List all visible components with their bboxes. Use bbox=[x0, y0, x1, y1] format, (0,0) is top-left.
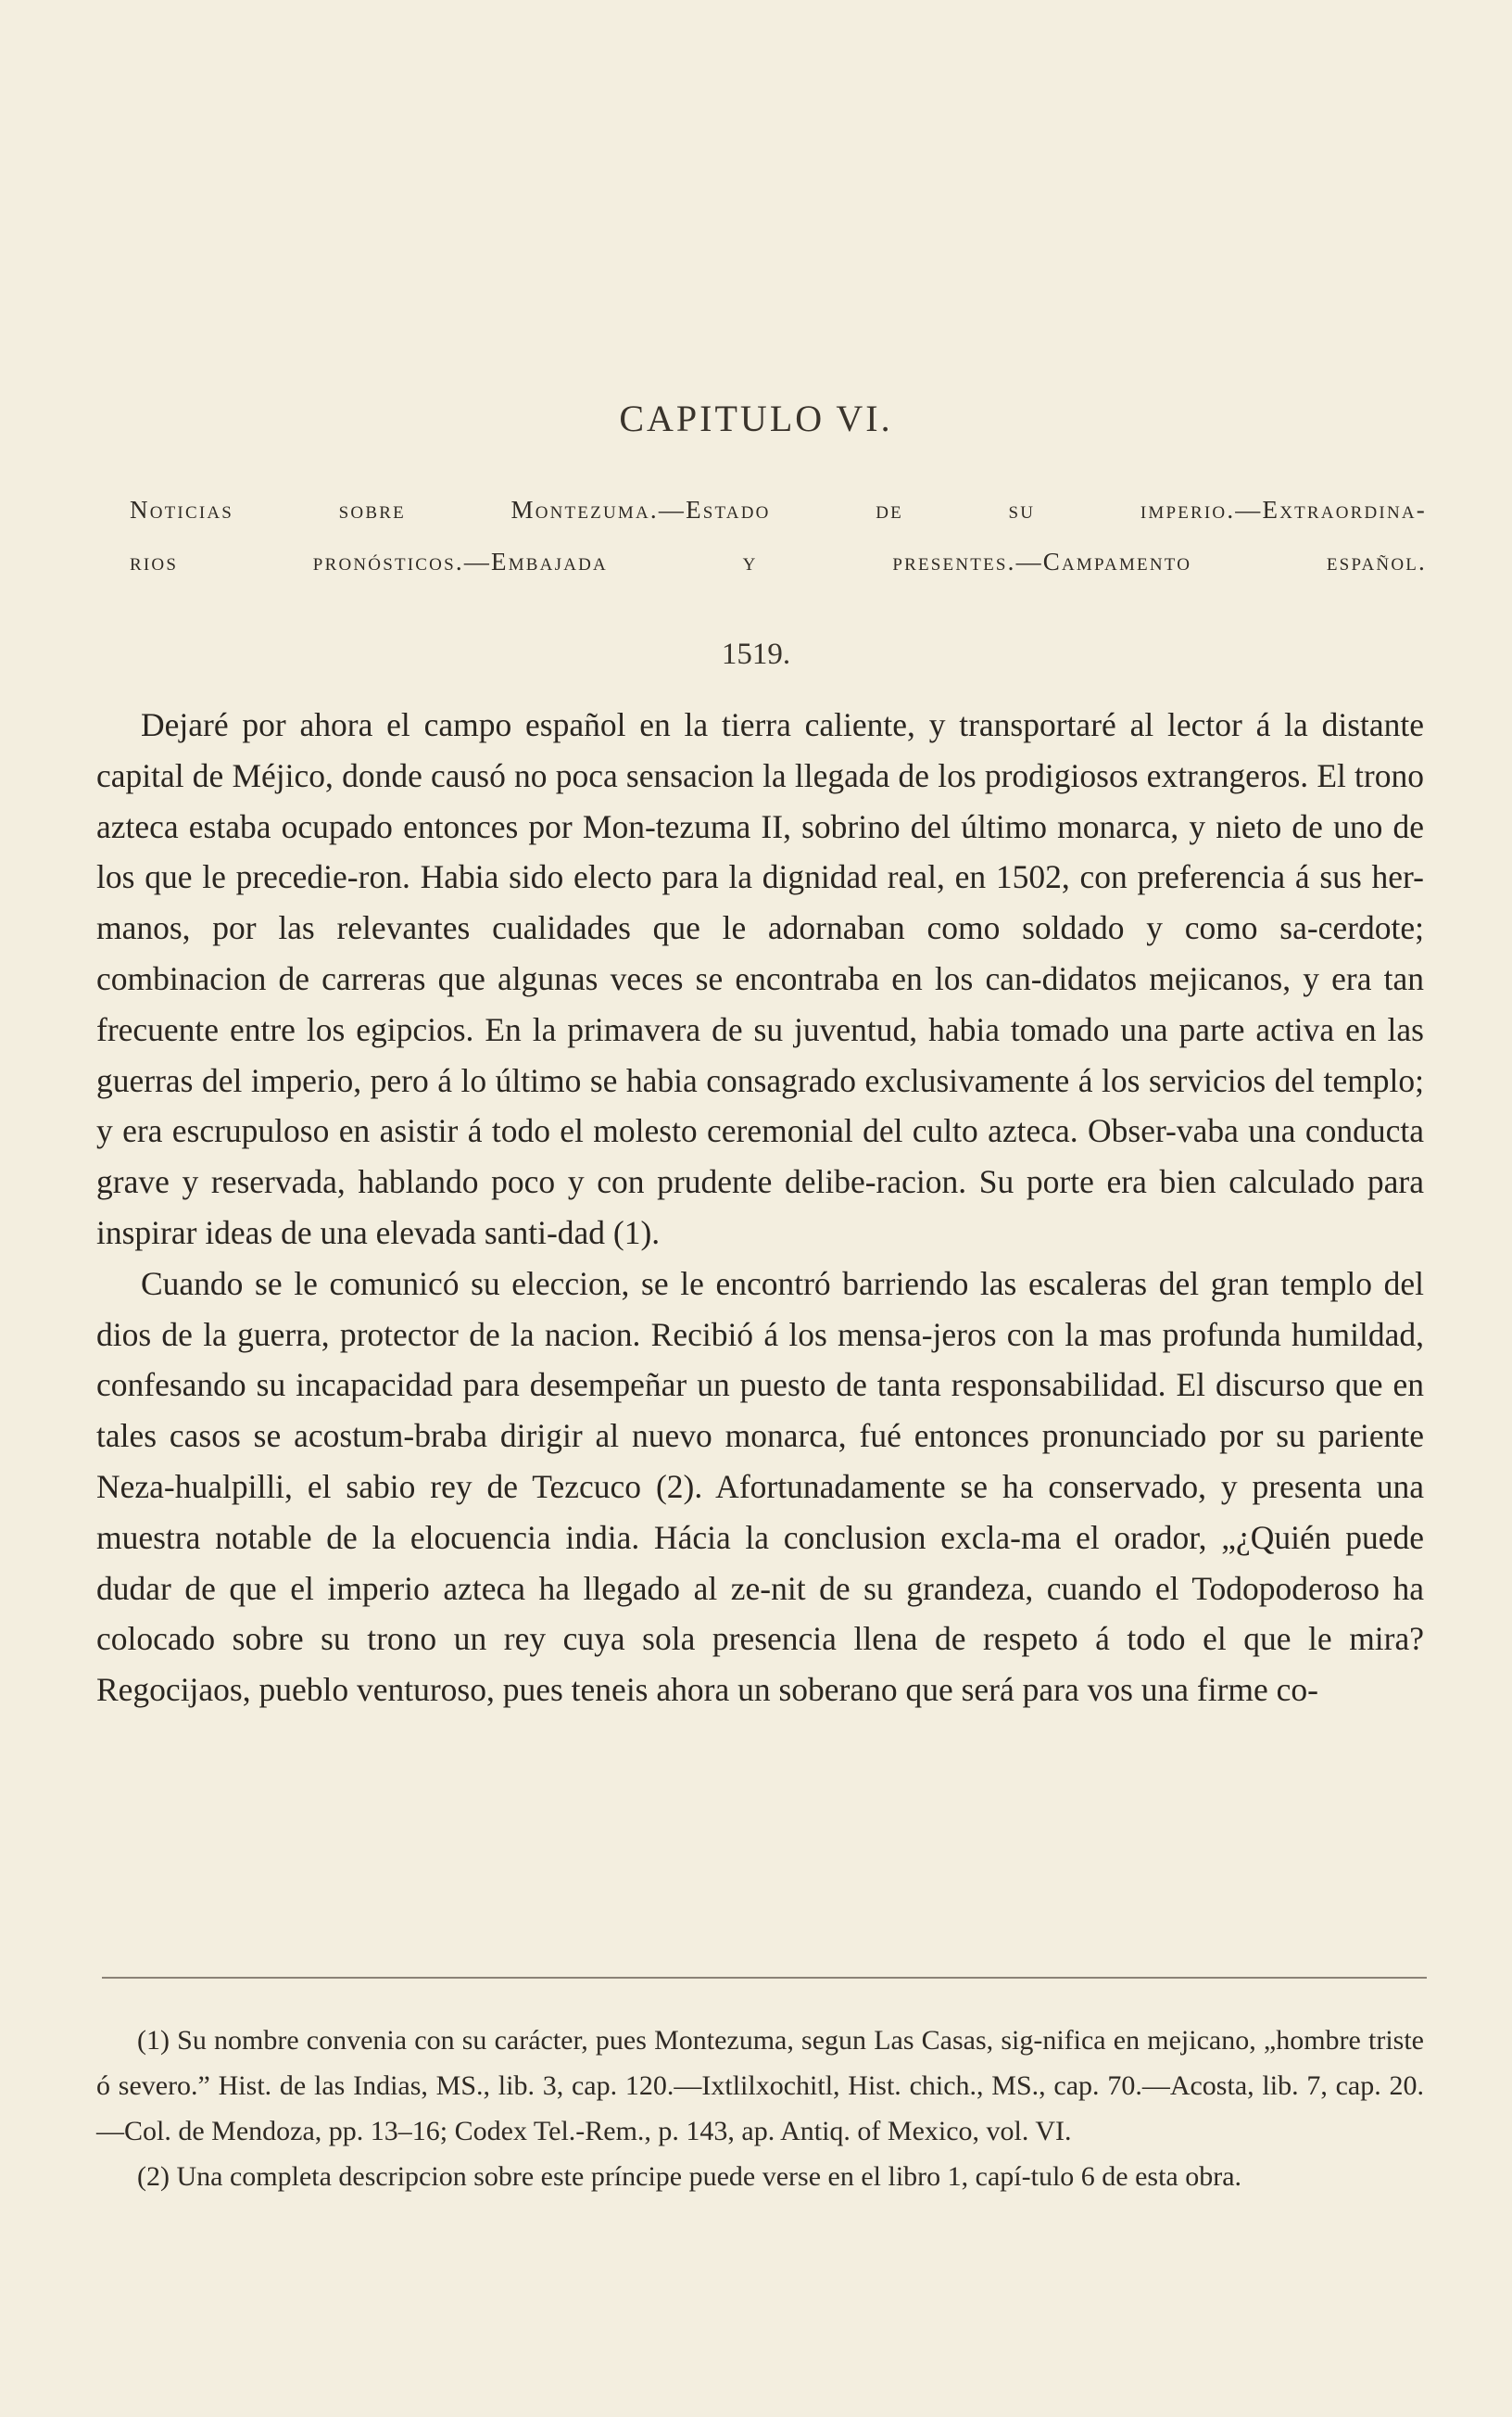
chapter-summary-line: rios pronósticos.—Embajada y presentes.—Campamento español. bbox=[130, 548, 1427, 576]
chapter-title: CAPITULO VI. bbox=[619, 398, 893, 439]
footnotes bbox=[96, 2018, 1424, 2199]
chapter-summary-line: Noticias sobre Montezuma.—Estado de su imperio.—Extraordina- bbox=[130, 496, 1427, 524]
footnote: (1) Su nombre convenia con su carácter, pues Montezuma, segun Las Casas, sig-nifica en mejicano, „hombre triste ó severo.” Hist. de las Indias, MS., lib. 3, cap. 120.—Ixtlilxochitl, Hist. chich., MS., cap. 70.—Acosta, lib. 7, cap. 20.—Col. de Mendoza, pp. 13–16; Codex Tel.-Rem., p. 143, ap. Antiq. of Mexico, vol. VI. bbox=[96, 2025, 1424, 2146]
footnote: (2) Una completa descripcion sobre este príncipe puede verse en el libro 1, capí-tulo 6 de esta obra. bbox=[137, 2161, 1242, 2192]
chapter-summary bbox=[130, 484, 1427, 588]
chapter-year: 1519. bbox=[721, 638, 791, 671]
paragraph: Cuando se le comunicó su eleccion, se le encontró barriendo las escaleras del gran templo del dios de la guerra, protector de la nacion. Recibió á los mensa-jeros con la mas profunda humildad, confesando su incapacidad para desempeñar un puesto de tanta responsabilidad. El discurso que en tales casos se acostum-braba dirigir al nuevo monarca, fué entonces pronunciado por su pariente Neza-hualpilli, el sabio rey de Tezcuco (2). Afortunadamente se ha conservado, y presenta una muestra notable de la elocuencia india. Hácia la conclusion excla-ma el orador, „¿Quién puede dudar de que el imperio azteca ha llegado al ze-nit de su grandeza, cuando el Todopoderoso ha colocado sobre su trono un rey cuya sola presencia llena de respeto á todo el que le mira? Regocijaos, pueblo venturoso, pues teneis ahora un soberano que será para vos una firme co- bbox=[96, 1264, 1424, 1709]
paragraph: Dejaré por ahora el campo español en la tierra caliente, y transportaré al lector á la distante capital de Méjico, donde causó no poca sensacion la llegada de los prodigiosos extrangeros. El trono azteca estaba ocupado entonces por Mon-tezuma II, sobrino del último monarca, y nieto de uno de los que le precedie-ron. Habia sido electo para la dignidad real, en 1502, con preferencia á sus her-manos, por las relevantes cualidades que le adornaban como soldado y como sa-cerdote; combinacion de carreras que algunas veces se encontraba en los can-didatos mejicanos, y era tan frecuente entre los egipcios. En la primavera de su juventud, habia tomado una parte activa en las guerras del imperio, pero á lo último se habia consagrado exclusivamente á los servicios del templo; y era escrupuloso en asistir á todo el molesto ceremonial del culto azteca. Obser-vaba una conducta grave y reservada, hablando poco y con prudente delibe-racion. Su porte era bien calculado para inspirar ideas de una elevada santi-dad (1). bbox=[96, 706, 1424, 1251]
main-text bbox=[96, 700, 1424, 1715]
footnote-divider bbox=[102, 1977, 1427, 1979]
